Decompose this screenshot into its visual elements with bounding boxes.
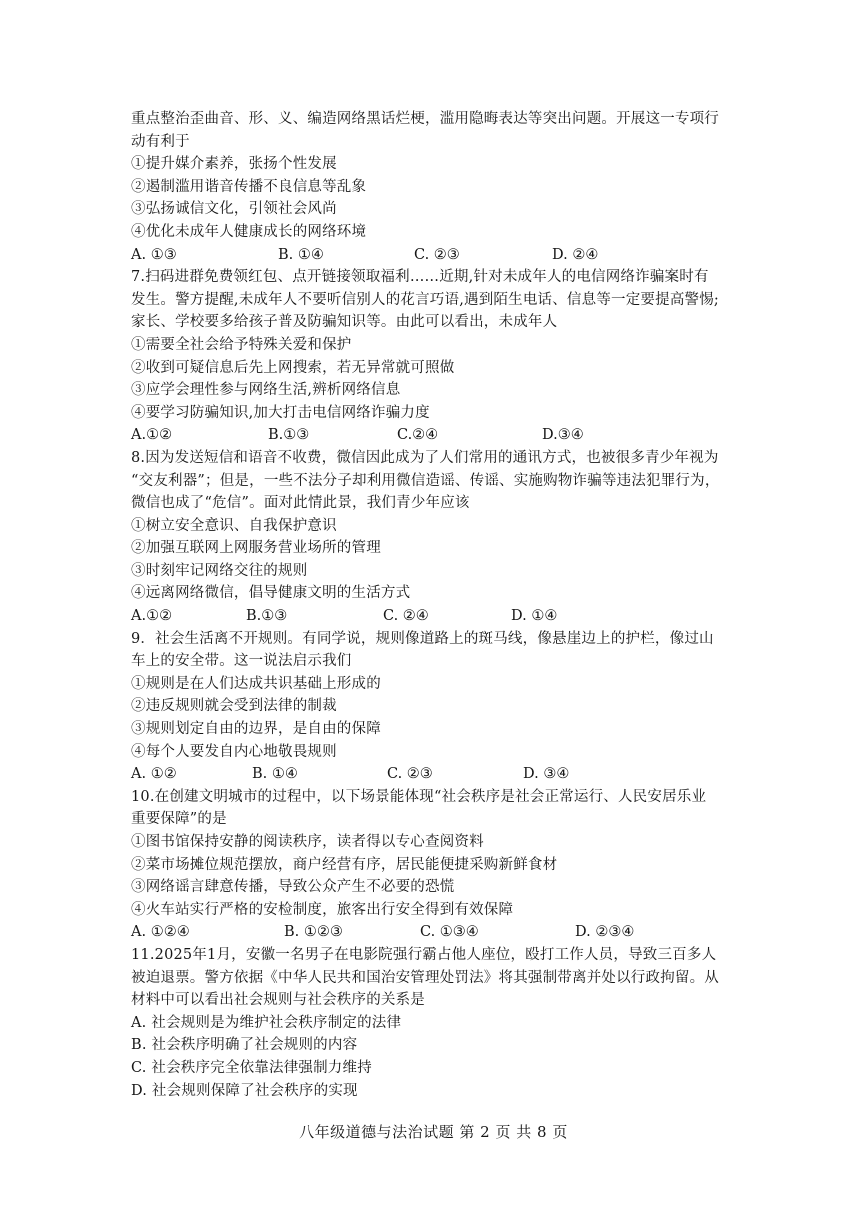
question-11-text-line: 材料中可以看出社会规则与社会秩序的关系是: [131, 992, 425, 1009]
option-b: B.①③: [268, 427, 310, 444]
option-b: B. ①④: [252, 766, 298, 783]
question-8-text-line: 微信也成了“危信”。面对此情此景，我们青少年应该: [131, 495, 470, 512]
question-7-item: ①需要全社会给予特殊关爱和保护: [131, 336, 352, 353]
question-9-item: ④每个人要发自内心地敬畏规则: [131, 743, 337, 760]
option-b: B. ①②③: [284, 924, 343, 941]
question-10-text-line: 10.在创建文明城市的过程中，以下场景能体现“社会秩序是社会正常运行、人民安居乐业: [131, 788, 707, 805]
question-7-item: ②收到可疑信息后先上网搜索，若无异常就可照做: [131, 359, 455, 376]
question-11-option: B. 社会秩序明确了社会规则的内容: [131, 1037, 358, 1054]
option-a: A. ①②: [131, 766, 177, 783]
question-8-text-line: “交友利器”；但是，一些不法分子却利用微信造谣、传谣、实施购物诈骗等违法犯罪行为，: [131, 472, 720, 489]
question-10-item: ④火车站实行严格的安检制度，旅客出行安全得到有效保障: [131, 901, 514, 918]
question-7-item: ③应学会理性参与网络生活,辨析网络信息: [131, 382, 401, 399]
question-8-item: ①树立安全意识、自我保护意识: [131, 517, 337, 534]
option-a: A.①②: [131, 608, 173, 625]
question-9-item: ①规则是在人们达成共识基础上形成的: [131, 675, 381, 692]
question-11-text-line: 11.2025年1月，安徽一名男子在电影院强行霸占他人座位，殴打工作人员，导致三百多人: [131, 946, 717, 963]
question-8-options: [131, 605, 751, 628]
question-9-item: ②违反规则就会受到法律的制裁: [131, 698, 337, 715]
question-8-text-line: 8.因为发送短信和语音不收费，微信因此成为了人们常用的通讯方式，也被很多青少年视为: [131, 449, 719, 466]
option-d: D. ②③④: [575, 924, 635, 941]
option-d: D. ①④: [511, 608, 558, 625]
option-c: C. ②③: [387, 766, 433, 783]
option-d: D. ②④: [552, 246, 599, 263]
option-c: C. ②④: [383, 608, 429, 625]
question-9-text-line: 9．社会生活离不开规则。有同学说，规则像道路上的斑马线，像悬崖边上的护栏，像过山: [131, 630, 714, 647]
option-b: B.①③: [246, 608, 288, 625]
question-8-item: ③时刻牢记网络交往的规则: [131, 562, 308, 579]
question-7-item: ④要学习防骗知识,加大打击电信网络诈骗力度: [131, 404, 430, 421]
question-8-item: ②加强互联网上网服务营业场所的管理: [131, 540, 381, 557]
question-10-item: ③网络谣言肆意传播，导致公众产生不必要的恐慌: [131, 879, 455, 896]
question-7-text-line: 7.扫码进群免费领红包、点开链接领取福利……近期,针对未成年人的电信网络诈骗案时有: [131, 269, 709, 286]
question-8-item: ④远离网络微信，倡导健康文明的生活方式: [131, 585, 411, 602]
question-9-options: [131, 763, 751, 786]
option-a: A. ①②④: [131, 924, 190, 941]
question-7-text-line: 家长、学校要多给孩子普及防骗知识等。由此可以看出，未成年人: [131, 314, 558, 331]
question-6-text-line: 重点整治歪曲音、形、义、编造网络黑话烂梗，滥用隐晦表达等突出问题。开展这一专项行: [131, 111, 719, 127]
question-11-option: A. 社会规则是为维护社会秩序制定的法律: [131, 1014, 402, 1031]
question-6-options: [131, 244, 751, 267]
option-c: C. ①③④: [420, 924, 479, 941]
question-6-item: ③弘扬诚信文化，引领社会风尚: [131, 201, 337, 218]
question-10-text-line: 重要保障”的是: [131, 811, 227, 828]
question-6-item: ②遏制滥用谐音传播不良信息等乱象: [131, 178, 367, 195]
page-footer: 八年级道德与法治试题 第 2 页 共 8 页: [299, 1123, 568, 1141]
question-11-text-line: 被迫退票。警方依据《中华人民共和国治安管理处罚法》将其强制带离并处以行政拘留。从: [131, 969, 719, 986]
option-d: D.③④: [542, 427, 584, 444]
question-10-item: ①图书馆保持安静的阅读秩序，读者得以专心查阅资料: [131, 834, 484, 850]
option-a: A. ①③: [131, 246, 177, 263]
question-9-item: ③规则划定自由的边界，是自由的保障: [131, 721, 381, 738]
question-11-option: C. 社会秩序完全依靠法律强制力维持: [131, 1059, 372, 1076]
question-7-text-line: 发生。警方提醒,未成年人不要听信别人的花言巧语,遇到陌生电话、信息等一定要提高警惕;: [131, 291, 719, 308]
question-6-item: ④优化未成年人健康成长的网络环境: [131, 223, 367, 240]
question-7-options: [131, 424, 751, 447]
option-c: C. ②③: [414, 246, 460, 263]
question-11-option: D. 社会规则保障了社会秩序的实现: [131, 1082, 358, 1099]
option-a: A.①②: [131, 427, 173, 444]
option-c: C.②④: [397, 427, 439, 444]
exam-content: [131, 108, 751, 1102]
option-d: D. ③④: [523, 766, 570, 783]
question-9-text-line: 车上的安全带。这一说法启示我们: [131, 653, 352, 670]
question-10-item: ②菜市场摊位规范摆放，商户经营有序，居民能便捷采购新鲜食材: [131, 856, 558, 873]
question-10-options: [131, 921, 751, 944]
question-6-text-line: 动有利于: [131, 133, 190, 150]
question-6-item: ①提升媒介素养，张扬个性发展: [131, 156, 337, 173]
option-b: B. ①④: [278, 246, 324, 263]
